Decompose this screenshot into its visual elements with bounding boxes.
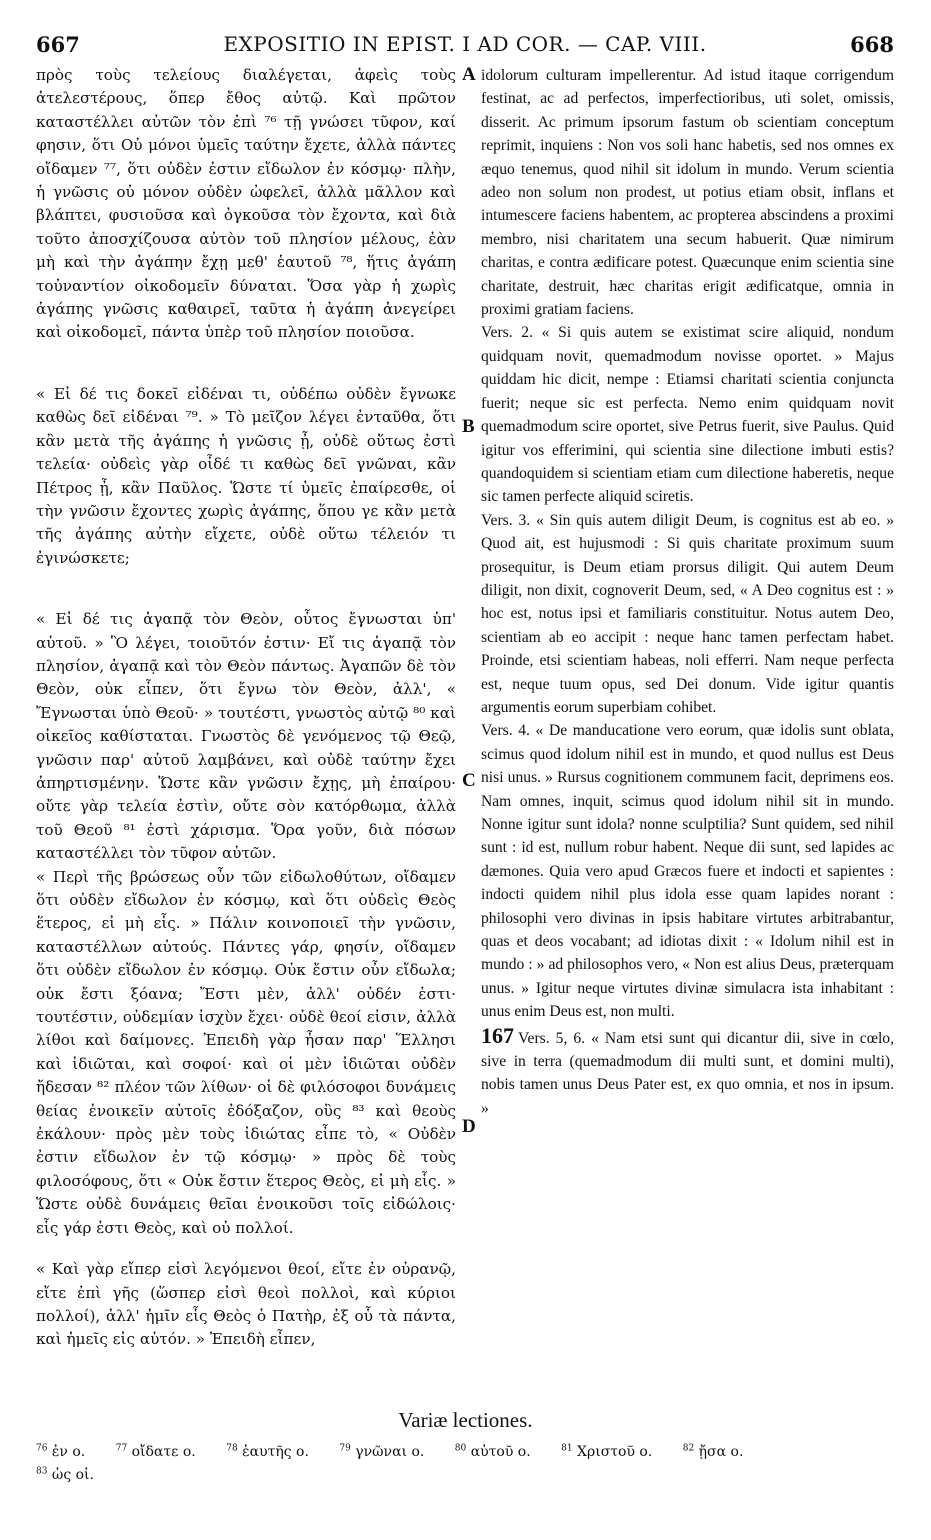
greek-column bbox=[36, 64, 456, 1352]
variant-item: $^{82}$ ᾔσα ο. bbox=[682, 1443, 744, 1460]
page-number-left: 667 bbox=[36, 32, 80, 57]
column-number: 167 bbox=[481, 1022, 514, 1048]
latin-paragraph: Vers. 3. « Sin quis autem diligit Deum, is cognitus est ab eo. » Quod ait, est hujusmodi : Si quis charitate proximum suum prosequitur, is Deum etiam prorsus diligit. Qui autem Deum diligit, non dixit, cognoverit Deum, sed, « A Deo cognitus est : » hoc est, notus ipsi et familiaris constituitur. Notus autem Deo, scientiam ab eo accipit : neque hanc tamen perfectam habet. Proinde, etsi scientiam habeas, noli efferri. Nam neque perfecta est, neque tuum opus, sed Dei donum. Vide igitur quantis argumentis eorum superbiam cohibet. bbox=[481, 511, 894, 716]
page-number-right: 668 bbox=[850, 32, 894, 57]
greek-paragraph: πρὸς τοὺς τελείους διαλέγεται, ἀφεὶς τοὺς ἀτελεστέρους, ὅπερ ἔθος αὐτῷ. Καὶ πρῶτον καταστέλλει αὐτῶν τὸν ἐπὶ ⁷⁶ τῇ γνώσει τῦφον, καί φησιν, ὅτι Οὐ μόνοι ὑμεῖς ταύτην ἔχετε, ἀλλὰ πάντες οἴδαμεν ⁷⁷, ὅτι οὐδὲν ἐστιν εἴδωλον ἐν κόσμῳ· πλὴν, ἡ γνῶσις οὐ μόνον οὐδὲν ὠφελεῖ, ἀλλὰ μᾶλλον καὶ βλάπτει, φυσιοῦσα καὶ ὀγκοῦσα τὸν ἔχοντα, καὶ διὰ τοῦτο ἀποσχίζουσα αὐτὸν τοῦ πλησίον μέλους, ἐὰν μὴ καὶ τὴν ἀγάπην ἔχῃ μεθ' ἑαυτοῦ ⁷⁸, ἥτις ἀγάπη τοὐναντίον οἰκοδομεῖν δύναται. Ὅσα γὰρ ἡ χωρὶς ἀγάπης γνῶσις καθαιρεῖ, ταῦτα ἡ ἀγάπη ἀνεγείρει καὶ οἰκοδομεῖ, πάντα ὑπὲρ τοῦ πλησίον ποιοῦσα. bbox=[36, 66, 456, 342]
margin-marker-c: C bbox=[462, 770, 476, 791]
variant-readings bbox=[36, 1438, 896, 1485]
variant-item: $^{76}$ ἐν ο. bbox=[36, 1443, 86, 1460]
variant-item: $^{83}$ ὡς οἱ. bbox=[36, 1466, 94, 1484]
running-title: EXPOSITIO IN EPIST. I AD COR. — CAP. VIII. bbox=[223, 32, 707, 56]
greek-paragraph: « Εἰ δέ τις ἀγαπᾷ τὸν Θεὸν, οὗτος ἔγνωσται ὑπ' αὐτοῦ. » Ὃ λέγει, τοιοῦτόν ἐστιν· Εἴ τις ἀγαπᾷ τὸν πλησίον, ἀγαπᾷ καὶ τὸν Θεὸν πάντως. Ἀγαπῶν δὲ τὸν Θεὸν, οὐκ εἶπεν, ὅτι ἔγνω τὸν Θεὸν, ἀλλ', « Ἔγνωσται ὑπὸ Θεοῦ· » τουτέστι, γνωστὸς αὐτῷ ⁸⁰ καὶ οἰκεῖος καθίσταται. Γνωστὸς δὲ γενόμενος τῷ Θεῷ, γνῶσιν παρ' αὐτοῦ λαμβάνει, καὶ οὐδὲ ταύτην ἔχει ἀπηρτισμένην. Ὥστε κἂν γνῶσιν ἔχῃς, μὴ ἐπαίρου· οὔτε γὰρ τελεία ἐστὶν, οὔτε σὸν κατόρθωμα, ἀλλὰ τοῦ Θεοῦ ⁸¹ ἐστὶ χάρισμα. Ὅρα γοῦν, διὰ πόσων καταστέλλει τὸν τῦφον αὐτῶν. bbox=[36, 610, 456, 863]
variae-heading: Variæ lectiones. bbox=[398, 1408, 533, 1432]
variant-item: $^{79}$ γνῶναι ο. bbox=[339, 1443, 425, 1460]
latin-column bbox=[481, 64, 894, 1120]
variant-item: $^{78}$ ἑαυτῆς ο. bbox=[226, 1443, 309, 1460]
variant-item: $^{81}$ Χριστοῦ ο. bbox=[561, 1443, 653, 1460]
variant-item: $^{77}$ οἴδατε ο. bbox=[115, 1443, 196, 1460]
latin-paragraph-with-number bbox=[481, 1024, 894, 1121]
latin-paragraph: idolorum culturam impellerentur. Ad istud itaque corrigendum festinat, ac ad perfectos, imperfectioribus, uti solet, omissis, disserit. Ac primum ipsorum fastum ob scientiam conceptum reprimit, inquiens : Non vos soli hanc habetis, sed nos omnes ex æquo tenemus, quod nihil sit idolum in mundo. Verum scientia adeo non solum non prodest, ut potius etiam obsit, inflans et intumescere faciens habentem, ac propterea abscindens a proximi membro, nisi charitatem una secum habuerit. Quæ nimirum charitas, e contra ædificare potest. Quæcunque enim scientia sine charitate, destruit, hæc charitas erigit ædificatque, omnia in proximi gratiam faciens. bbox=[481, 67, 894, 319]
margin-marker-d: D bbox=[462, 1116, 476, 1137]
running-header bbox=[36, 32, 894, 62]
latin-paragraph: Vers. 4. « De manducatione vero eorum, quæ idolis sunt oblata, scimus quod idolum nihil est in mundo, et quod nullus est Deus nisi unus. » Rursus cognitionem communem facit, deprimens eos. Nam omnes, inquit, scimus quod idolum nihil sit in mundo. Nonne igitur sunt idola? nonne sculptilia? Sunt quidem, sed nihil sunt : id est, nullum robur habent. Neque dii sunt, sed lapides ac dæmones. Quia vero apud Græcos fuere et indocti et sapientes : indocti quidem nihil plus idola esse quam lapides norant : philosophi vero divinas in ipsis habitare virtutes arbitrabantur, quas et deos vocabant; ad idiotas dixit : « Idolum nihil est in mundo : » ad philosophos vero, « Non est alius Deus, præterquam unus. » Igitur neque virtutes divinæ simulacra ista inhabitant : unus enim Deus est, non multi. bbox=[481, 722, 894, 1021]
margin-marker-a: A bbox=[462, 64, 476, 85]
greek-paragraph: « Περὶ τῆς βρώσεως οὖν τῶν εἰδωλοθύτων, οἴδαμεν ὅτι οὐδὲν εἴδωλον ἐν κόσμῳ, καὶ ὅτι οὐδεὶς Θεὸς ἕτερος, εἰ μὴ εἷς. » Πάλιν κοινοποιεῖ τὴν γνῶσιν, καταστέλλων αὐτούς. Πάντες γάρ, φησίν, οἴδαμεν ὅτι οὐδὲν εἴδωλον ἐν κόσμῳ. Οὐκ ἔστιν οὖν εἴδωλα; οὐκ ἔστι ξόανα; Ἔστι μὲν, ἀλλ' οὐδέν ἐστι· τουτέστιν, οὐδεμίαν ἰσχὺν ἔχει· οὐδὲ θεοί εἰσιν, ἀλλὰ λίθοι καὶ δαίμονες. Ἐπειδὴ γὰρ ἦσαν παρ' Ἕλλησι καὶ ἰδιῶται, καὶ σοφοί· καὶ οἱ μὲν ἰδιῶται οὐδὲν ἤδεσαν ⁸² πλέον τῶν λίθων· οἱ δὲ φιλόσοφοι δυνάμεις θείας ἐνοικεῖν αὐτοῖς ἐδόξαζον, οὓς ⁸³ καὶ θεοὺς ἐκάλουν· πρὸς μὲν τοὺς ἰδιώτας εἶπε τὸ, « Οὐδὲν ἐστιν εἴδωλον ἐν τῷ κόσμῳ· » πρὸς δὲ τοὺς φιλοσόφους, ὅτι « Οὐκ ἔστιν ἕτερος Θεὸς, εἰ μὴ εἷς. » Ὥστε οὐδὲ δυνάμεις θεῖαι ἐνοικοῦσι τοῖς εἰδώλοις· εἷς γάρ ἐστι Θεὸς, καὶ οὐ πολλοί. bbox=[36, 867, 456, 1237]
latin-paragraph: Vers. 2. « Si quis autem se existimat scire aliquid, nondum quidquam novit, quemadmodum novisse oportet. » Majus quiddam hic dicit, nempe : Etiamsi charitati scientia conjuncta fuerit; neque sic est perfecta. Nemo enim quidquam novit quemadmodum scire oportet, sive Petrus fuerit, sive Paulus. Quid igitur vos efferimini, qui scientia sine dilectione imbuti estis? quandoquidem si scientiam etiam cum dilectione haberetis, neque sic tamen perfecte aliquid sciretis. bbox=[481, 324, 894, 506]
variant-item: $^{80}$ αὐτοῦ ο. bbox=[454, 1443, 531, 1460]
greek-paragraph: « Εἰ δέ τις δοκεῖ εἰδέναι τι, οὐδέπω οὐδὲν ἔγνωκε καθὼς δεῖ εἰδέναι ⁷⁹. » Τὸ μεῖζον λέγει ἐνταῦθα, ὅτι κἂν μετὰ τῆς ἀγάπης ἡ γνῶσις ᾖ, οὐδὲ οὕτως ἐστὶ τελεία· οὐδεὶς γὰρ οἶδέ τι καθὼς δεῖ γνῶναι, κἂν Πέτρος ᾖ, κἂν Παῦλος. Ὥστε τί ὑμεῖς ἐπαίρεσθε, οἱ τὴν γνῶσιν ἔχοντες χωρὶς ἀγάπης, ὅπου γε κἂν μετὰ τῆς ἀγάπης αὐτὴν εἴχετε, οὐδὲ οὕτω τέλειόν τι ἐγινώσκετε; bbox=[36, 384, 456, 567]
margin-marker-b: B bbox=[462, 416, 475, 437]
greek-paragraph: « Καὶ γὰρ εἴπερ εἰσὶ λεγόμενοι θεοί, εἴτε ἐν οὐρανῷ, εἴτε ἐπὶ γῆς (ὥσπερ εἰσὶ θεοὶ πολλοὶ, καὶ κύριοι πολλοί), ἀλλ' ἡμῖν εἷς Θεὸς ὁ Πατὴρ, ἐξ οὗ τὰ πάντα, καὶ ἡμεῖς εἰς αὐτόν. » Ἐπειδὴ εἶπεν, bbox=[36, 1260, 456, 1349]
latin-paragraph: Vers. 5, 6. « Nam etsi sunt qui dicantur dii, sive in cœlo, sive in terra (quemadmodum dii multi sunt, et domini multi), nobis tamen unus Deus Pater est, ex quo omnia, et nos in ipsum. » bbox=[481, 1029, 894, 1117]
